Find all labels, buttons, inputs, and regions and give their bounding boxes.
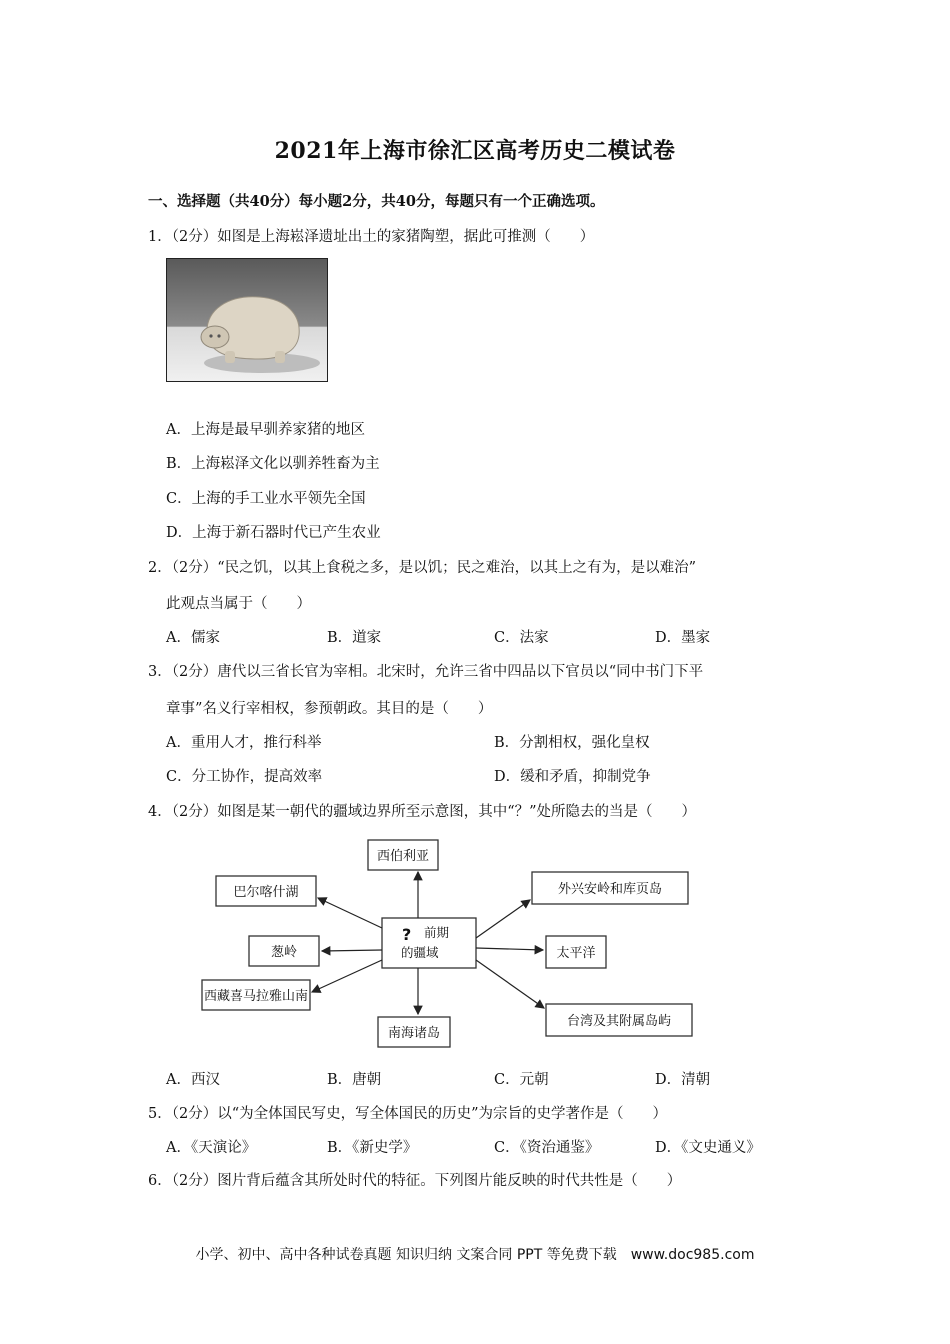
question-5-stem: 5．（2分）以“为全体国民写史，写全体国民的历史”为宗旨的史学著作是（ ） xyxy=(148,1106,668,1122)
label-left-top: 巴尔喀什湖 xyxy=(233,885,299,900)
arrow-right-top xyxy=(476,900,530,938)
question-2-stem-line1: 2．（2分）“民之饥，以其上食税之多，是以饥；民之难治，以其上之有为，是以难治” xyxy=(148,560,697,576)
q4-option-b: B．唐朝 xyxy=(327,1072,382,1088)
label-top: 西伯利亚 xyxy=(376,849,430,864)
q2-option-c: C．法家 xyxy=(494,630,549,646)
q5-option-a: A．《天演论》 xyxy=(166,1140,257,1156)
q2-option-b: B．道家 xyxy=(327,630,382,646)
q3-option-d: D．缓和矛盾，抑制党争 xyxy=(494,769,651,785)
q3-option-c: C．分工协作，提高效率 xyxy=(166,769,323,785)
question-4-stem: 4．（2分）如图是某一朝代的疆域边界所至示意图，其中“？”处所隐去的当是（ ） xyxy=(148,804,697,820)
question-2-stem-line2: 此观点当属于（ ） xyxy=(166,596,311,612)
q1-option-d: D．上海于新石器时代已产生农业 xyxy=(166,525,381,541)
label-right-top: 外兴安岭和库页岛 xyxy=(557,882,663,897)
question-6-stem: 6．（2分）图片背后蕴含其所处时代的特征。下列图片能反映的时代共性是（ ） xyxy=(148,1173,682,1189)
q2-option-a: A．儒家 xyxy=(166,630,220,646)
q1-option-b: B．上海崧泽文化以驯养牲畜为主 xyxy=(166,456,380,472)
q4-option-d: D．清朝 xyxy=(655,1072,711,1088)
arrow-left-top xyxy=(318,898,382,928)
center-question-mark: ? xyxy=(402,925,412,944)
arrow-right-bottom xyxy=(476,960,544,1008)
q3-option-a: A．重用人才，推行科举 xyxy=(166,735,322,751)
label-right-mid: 太平洋 xyxy=(556,946,596,961)
label-bottom: 南海诸岛 xyxy=(387,1026,441,1041)
center-line1: 前期 xyxy=(424,925,450,940)
footer-text: 小学、初中、高中各种试卷真题 知识归纳 文案合同 PPT 等免费下载 www.doc985.com xyxy=(195,1247,755,1263)
q3-option-b: B．分割相权，强化皇权 xyxy=(494,735,650,751)
section-heading: 一、选择题（共40分）每小题2分，共40分，每题只有一个正确选项。 xyxy=(148,193,605,210)
question-3-stem-line2: 章事”名义行宰相权，参预朝政。其目的是（ ） xyxy=(166,701,493,717)
label-left-bottom: 西藏喜马拉雅山南 xyxy=(203,989,309,1004)
label-right-bottom: 台湾及其附属岛屿 xyxy=(566,1014,672,1029)
q4-option-a: A．西汉 xyxy=(166,1072,220,1088)
label-left-mid: 葱岭 xyxy=(270,945,298,960)
q5-option-d: D．《文史通义》 xyxy=(655,1140,761,1156)
q5-option-b: B．《新史学》 xyxy=(327,1140,418,1156)
q1-option-a: A．上海是最早驯养家猪的地区 xyxy=(166,422,365,438)
q2-option-d: D．墨家 xyxy=(655,630,711,646)
center-line2: 的疆域 xyxy=(401,945,439,960)
question-1-stem: 1．（2分）如图是上海崧泽遗址出土的家猪陶塑，据此可推测（ ） xyxy=(148,229,595,245)
q5-option-c: C．《资治通鉴》 xyxy=(494,1140,600,1156)
territory-diagram xyxy=(196,836,706,1051)
pig-figurine-photo xyxy=(166,258,328,382)
q4-option-c: C．元朝 xyxy=(494,1072,549,1088)
page-title: 2021年上海市徐汇区高考历史二模试卷 xyxy=(274,138,676,164)
question-3-stem-line1: 3．（2分）唐代以三省长官为宰相。北宋时，允许三省中四品以下官员以“同中书门下平 xyxy=(148,664,704,680)
q1-option-c: C．上海的手工业水平领先全国 xyxy=(166,491,366,507)
arrow-left-bottom xyxy=(312,960,382,992)
arrow-left-mid xyxy=(322,950,382,951)
arrow-right-mid xyxy=(476,948,543,950)
